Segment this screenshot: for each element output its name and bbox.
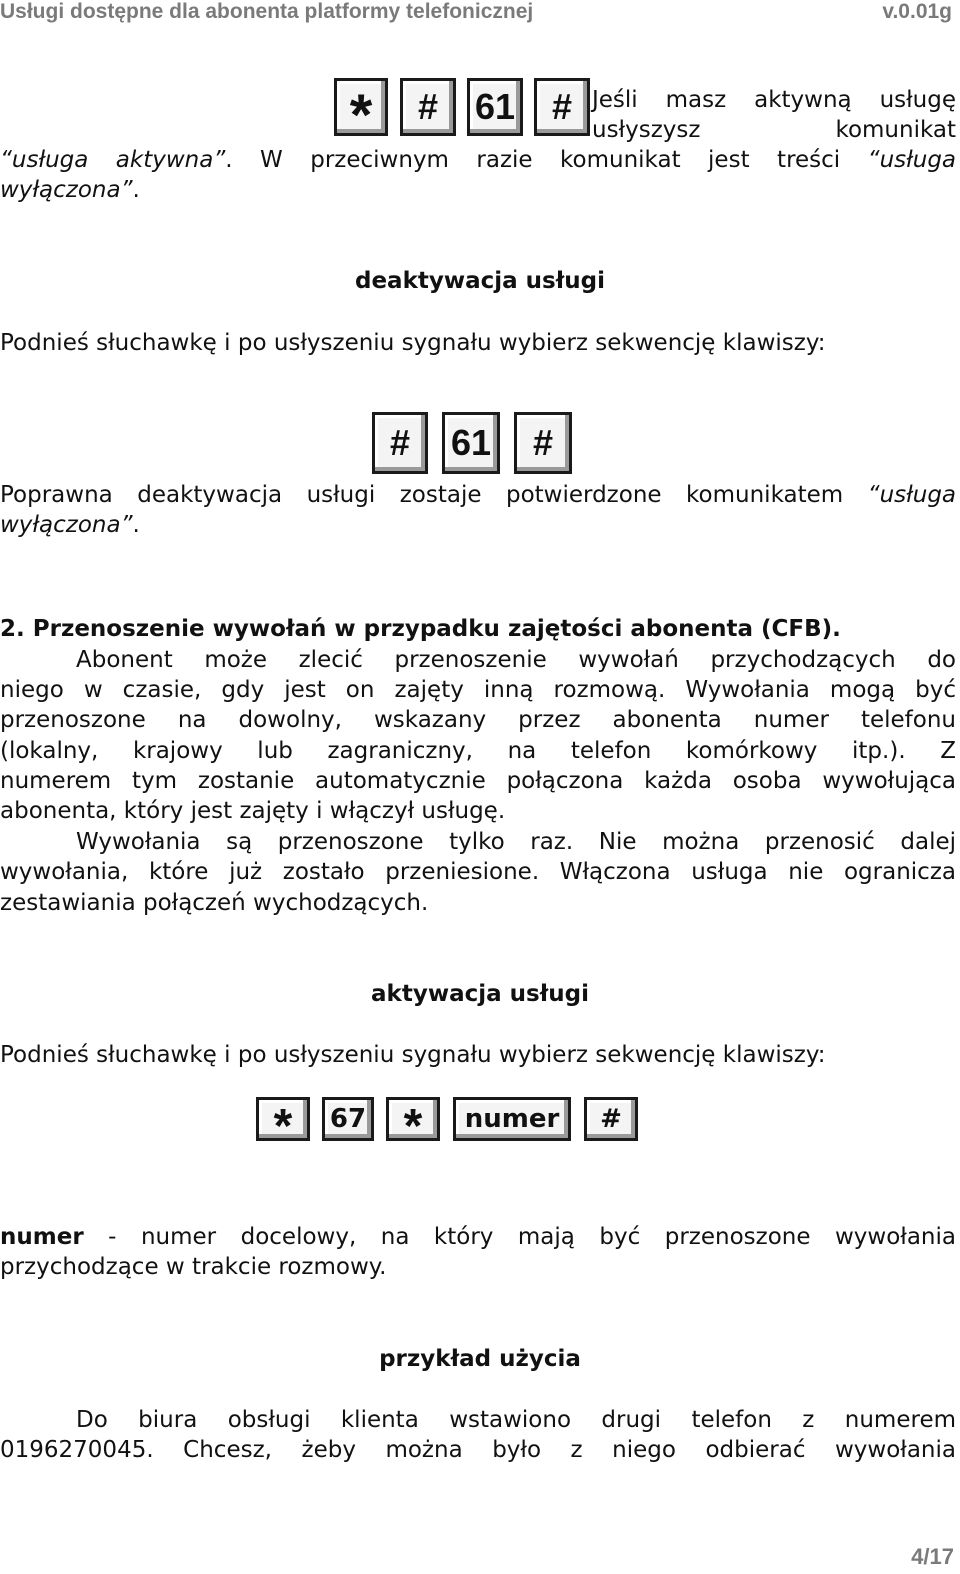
key-numer: numer [453, 1097, 571, 1141]
key-hash: # [400, 78, 456, 136]
page-number: 4/17 [911, 1544, 954, 1569]
key-61: 61 [442, 412, 500, 474]
section-2-title: 2. Przenoszenie wywołań w przypadku zajętości abonenta (CFB). [0, 616, 841, 642]
paragraph-line: Abonent może zlecić przenoszenie wywołań przychodzących do [76, 647, 956, 673]
deactivation-instruction: Podnieś słuchawkę i po usłyszeniu sygnału wybierz sekwencję klawiszy: [0, 330, 826, 356]
header-title: Usługi dostępne dla abonenta platformy telefonicznej [0, 0, 534, 23]
example-line-1: Do biura obsługi klienta wstawiono drugi telefon z numerem [76, 1407, 956, 1433]
paragraph-line: numerem tym zostanie automatycznie połączona każda osoba wywołująca [0, 768, 956, 794]
paragraph-line: (lokalny, krajowy lub zagraniczny, na telefon komórkowy itp.). Z [0, 738, 956, 764]
numer-definition: numer - numer docelowy, na który mają być przenoszone wywołania [0, 1224, 956, 1250]
deactivation-confirm: Poprawna deaktywacja usługi zostaje potwierdzone komunikatem “usługa [0, 482, 957, 508]
numer-definition-cont: przychodzące w trakcie rozmowy. [0, 1254, 387, 1280]
paragraph-line: niego w czasie, gdy jest on zajęty inną rozmową. Wywołania mogą być [0, 677, 956, 703]
paragraph-line: Wywołania są przenoszone tylko raz. Nie można przenosić dalej [76, 829, 956, 855]
paragraph-line: przenoszone na dowolny, wskazany przez abonenta numer telefonu [0, 707, 956, 733]
key-hash: # [534, 78, 590, 136]
header-version: v.0.01g [882, 0, 952, 23]
key-hash: # [584, 1097, 638, 1141]
status-line-4: wyłączona”. [0, 177, 140, 203]
key-67: 67 [322, 1097, 374, 1141]
example-heading: przykład użycia [379, 1346, 581, 1372]
deactivation-confirm-end: wyłączona”. [0, 512, 140, 538]
status-line-2: usłyszysz komunikat [592, 117, 956, 143]
key-hash: # [514, 412, 572, 474]
key-61: 61 [467, 78, 523, 136]
deactivation-heading: deaktywacja usługi [354, 268, 605, 294]
key-star: * [256, 1097, 310, 1141]
status-active-message: “usługa aktywna” [0, 147, 226, 173]
activation-heading: aktywacja usługi [371, 981, 589, 1007]
key-star: * [334, 78, 388, 136]
key-star: * [386, 1097, 440, 1141]
paragraph-line: zestawiania połączeń wychodzących. [0, 890, 429, 916]
paragraph-line: wywołania, które już zostało przeniesione. Włączona usługa nie ogranicza [0, 859, 956, 885]
activation-instruction: Podnieś słuchawkę i po usłyszeniu sygnału wybierz sekwencję klawiszy: [0, 1042, 826, 1068]
paragraph-line: abonenta, który jest zajęty i włączył usługę. [0, 798, 506, 824]
status-line-1: Jeśli masz aktywną usługę [592, 87, 956, 113]
key-hash: # [372, 412, 428, 474]
status-line-3: “usługa aktywna”. W przeciwnym razie komunikat jest treści “usługa [0, 147, 957, 173]
example-line-2: 0196270045. Chcesz, żeby można było z niego odbierać wywołania [0, 1437, 956, 1463]
